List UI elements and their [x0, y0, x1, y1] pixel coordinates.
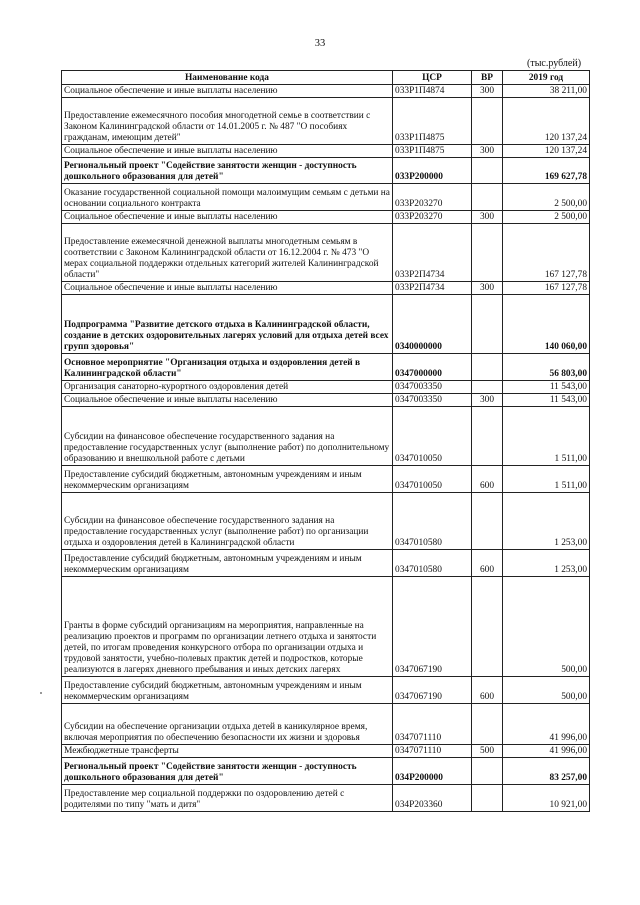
cell-vr: 300 [472, 211, 503, 224]
cell-amount: 500,00 [503, 677, 590, 704]
table-row [62, 381, 590, 394]
cell-csr: 033Р203270 [393, 211, 472, 224]
cell-name: Предоставление субсидий бюджетным, автономным учреждениям и иным некоммерческим организациям [62, 466, 393, 493]
table-row [62, 785, 590, 812]
cell-amount: 140 060,00 [503, 295, 590, 354]
cell-name: Подпрограмма "Развитие детского отдыха в Калининградской области, создание в детских оздоровительных лагерях условий для отдыха детей всех групп здоровья" [62, 295, 393, 354]
cell-csr: 033Р2П4734 [393, 224, 472, 282]
cell-vr [472, 224, 503, 282]
header-vr: ВР [472, 71, 503, 85]
cell-name: Региональный проект "Содействие занятости женщин - доступность дошкольного образования для детей" [62, 758, 393, 785]
table-row [62, 158, 590, 184]
budget-table [61, 70, 590, 812]
cell-name: Предоставление мер социальной поддержки по оздоровлению детей с родителями по типу "мать и дитя" [62, 785, 393, 812]
cell-amount: 38 211,00 [503, 85, 590, 98]
cell-vr: 600 [472, 677, 503, 704]
cell-amount: 167 127,78 [503, 224, 590, 282]
cell-name: Предоставление субсидий бюджетным, автономным учреждениям и иным некоммерческим организациям [62, 550, 393, 577]
cell-vr: 500 [472, 745, 503, 758]
table-row [62, 577, 590, 677]
table-row [62, 145, 590, 158]
cell-csr: 033Р1П4874 [393, 85, 472, 98]
cell-name: Предоставление ежемесячного пособия многодетной семье в соответствии с Законом Калининградской области от 14.01.2005 г. № 487 "О пособиях гражданам, имеющим детей" [62, 98, 393, 145]
cell-name: Социальное обеспечение и иные выплаты населению [62, 85, 393, 98]
cell-csr: 0347071110 [393, 704, 472, 745]
header-csr: ЦСР [393, 71, 472, 85]
cell-csr: 0347071110 [393, 745, 472, 758]
cell-name: Основное мероприятие "Организация отдыха и оздоровления детей в Калининградской области" [62, 354, 393, 381]
cell-csr: 034Р200000 [393, 758, 472, 785]
table-row [62, 354, 590, 381]
cell-vr [472, 758, 503, 785]
cell-csr: 0347000000 [393, 354, 472, 381]
cell-csr: 033Р203270 [393, 184, 472, 211]
cell-name: Предоставление субсидий бюджетным, автономным учреждениям и иным некоммерческим организациям [62, 677, 393, 704]
table-row [62, 466, 590, 493]
cell-amount: 1 511,00 [503, 466, 590, 493]
cell-csr: 0347067190 [393, 677, 472, 704]
cell-csr: 034Р203360 [393, 785, 472, 812]
cell-name: Предоставление ежемесячной денежной выплаты многодетным семьям в соответствии с Законом Калининградской области от 16.12.2004 г. № 473 "О мерах социальной поддержки отдельных категорий жителей Калининградской области" [62, 224, 393, 282]
cell-vr: 300 [472, 85, 503, 98]
cell-vr [472, 354, 503, 381]
table-row [62, 184, 590, 211]
table-row [62, 295, 590, 354]
cell-csr: 033Р2П4734 [393, 282, 472, 295]
cell-csr: 033Р200000 [393, 158, 472, 184]
table-row [62, 550, 590, 577]
cell-amount: 10 921,00 [503, 785, 590, 812]
cell-vr: 600 [472, 466, 503, 493]
cell-name: Региональный проект "Содействие занятости женщин - доступность дошкольного образования для детей" [62, 158, 393, 184]
cell-amount: 2 500,00 [503, 184, 590, 211]
cell-amount: 56 803,00 [503, 354, 590, 381]
cell-csr: 0347010580 [393, 550, 472, 577]
table-row [62, 394, 590, 407]
cell-csr: 0347067190 [393, 577, 472, 677]
cell-vr [472, 407, 503, 466]
unit-note: (тыс.рублей) [527, 58, 582, 69]
cell-name: Субсидии на финансовое обеспечение государственного задания на предоставление государственных услуг (выполнение работ) по организации отдыха и оздоровления детей в Калининградской области [62, 493, 393, 550]
cell-amount: 1 253,00 [503, 493, 590, 550]
cell-amount: 11 543,00 [503, 381, 590, 394]
cell-vr [472, 493, 503, 550]
cell-amount: 120 137,24 [503, 145, 590, 158]
cell-amount: 83 257,00 [503, 758, 590, 785]
table-row [62, 224, 590, 282]
cell-amount: 1 253,00 [503, 550, 590, 577]
cell-vr [472, 704, 503, 745]
cell-amount: 41 996,00 [503, 745, 590, 758]
cell-vr [472, 98, 503, 145]
cell-csr: 0347010050 [393, 407, 472, 466]
cell-amount: 167 127,78 [503, 282, 590, 295]
cell-vr [472, 158, 503, 184]
cell-amount: 41 996,00 [503, 704, 590, 745]
cell-vr: 600 [472, 550, 503, 577]
table-row [62, 677, 590, 704]
cell-vr: 300 [472, 145, 503, 158]
cell-name: Субсидии на финансовое обеспечение государственного задания на предоставление государственных услуг (выполнение работ) по дополнительному образованию и внешкольной работе с детьми [62, 407, 393, 466]
table-row [62, 211, 590, 224]
cell-vr [472, 577, 503, 677]
cell-name: Оказание государственной социальной помощи малоимущим семьям с детьми на основании социального контракта [62, 184, 393, 211]
cell-name: Организация санаторно-курортного оздоровления детей [62, 381, 393, 394]
table-body [62, 85, 590, 812]
cell-vr [472, 295, 503, 354]
cell-vr: 300 [472, 282, 503, 295]
cell-csr: 0347010580 [393, 493, 472, 550]
table-row [62, 407, 590, 466]
cell-name: Гранты в форме субсидий организациям на мероприятия, направленные на реализацию проектов и программ по организации летнего отдыха и занятости детей, по итогам проведения конкурсного отбора по организации отдыха и трудовой занятости, учебно-полевых практик детей и подростков, которые реализуются в лагерях дневного пребывания и иных детских лагерях [62, 577, 393, 677]
table-row [62, 282, 590, 295]
cell-csr: 0347003350 [393, 381, 472, 394]
cell-name: Социальное обеспечение и иные выплаты населению [62, 211, 393, 224]
table-row [62, 704, 590, 745]
cell-name: Социальное обеспечение и иные выплаты населению [62, 145, 393, 158]
cell-csr: 0340000000 [393, 295, 472, 354]
page-number: 33 [314, 38, 326, 49]
cell-name: Социальное обеспечение и иные выплаты населению [62, 394, 393, 407]
cell-csr: 033Р1П4875 [393, 145, 472, 158]
cell-amount: 1 511,00 [503, 407, 590, 466]
cell-amount: 120 137,24 [503, 98, 590, 145]
cell-csr: 0347003350 [393, 394, 472, 407]
cell-name: Субсидии на обеспечение организации отдыха детей в каникулярное время, включая мероприятия по обеспечению безопасности их жизни и здоровья [62, 704, 393, 745]
cell-amount: 11 543,00 [503, 394, 590, 407]
table-row [62, 745, 590, 758]
cell-vr: 300 [472, 394, 503, 407]
table-row [62, 758, 590, 785]
table-row [62, 493, 590, 550]
cell-vr [472, 785, 503, 812]
header-year: 2019 год [503, 71, 590, 85]
cell-name: Социальное обеспечение и иные выплаты населению [62, 282, 393, 295]
table-row [62, 98, 590, 145]
cell-amount: 2 500,00 [503, 211, 590, 224]
cell-amount: 169 627,78 [503, 158, 590, 184]
cell-csr: 033Р1П4875 [393, 98, 472, 145]
cell-csr: 0347010050 [393, 466, 472, 493]
margin-mark [40, 692, 42, 694]
cell-vr [472, 184, 503, 211]
cell-name: Межбюджетные трансферты [62, 745, 393, 758]
header-name: Наименование кода [62, 71, 393, 85]
cell-vr [472, 381, 503, 394]
cell-amount: 500,00 [503, 577, 590, 677]
table-row [62, 85, 590, 98]
table-header-row [62, 71, 590, 85]
